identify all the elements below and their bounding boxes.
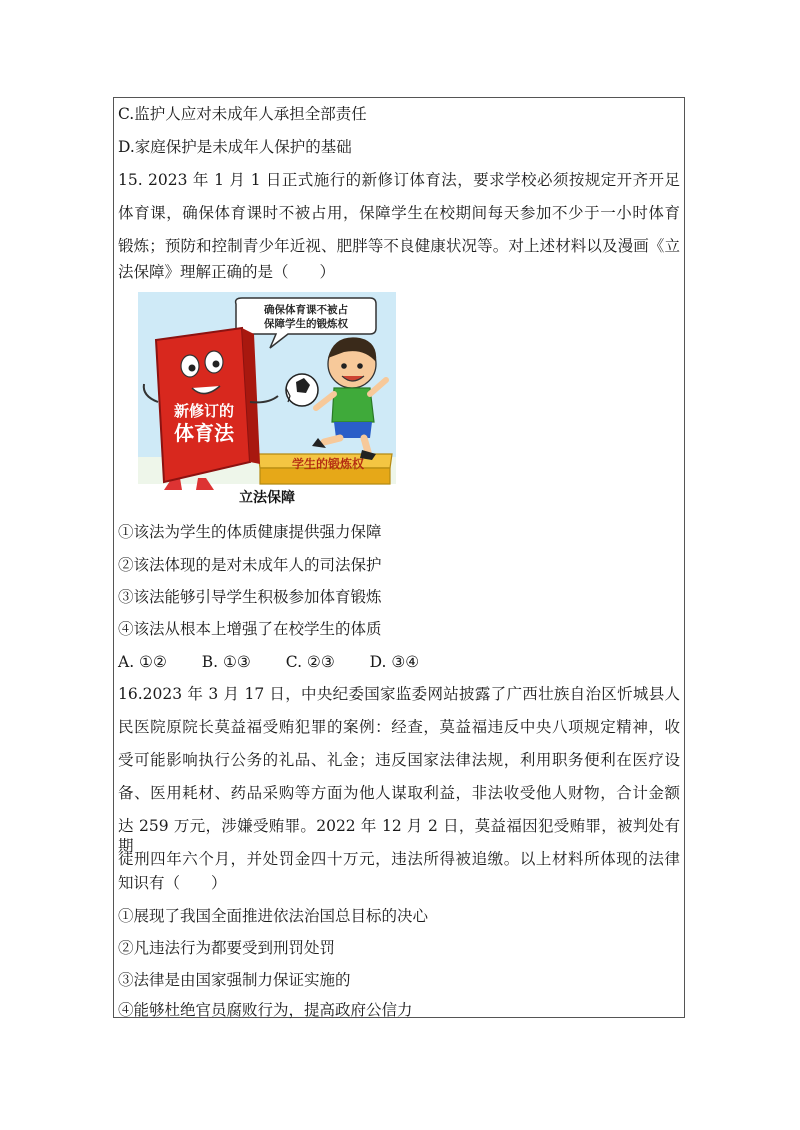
q16-line-7: 知识有（ ） <box>118 874 227 892</box>
speech-bubble-line-2: 保障学生的锻炼权 <box>264 318 348 330</box>
q15-statement-2: ②该法体现的是对未成年人的司法保护 <box>118 556 382 574</box>
book-label-line-1: 新修订的 <box>173 402 235 420</box>
q15-statement-1: ①该法为学生的体质健康提供强力保障 <box>118 523 382 541</box>
q16-line-4: 备、医用耗材、药品采购等方面为他人谋取利益，非法收受他人财物，合计金额 <box>118 784 680 802</box>
cartoon-legislative-protection <box>138 292 396 508</box>
q15-statement-3: ③该法能够引导学生积极参加体育锻炼 <box>118 588 382 606</box>
q15-line-4: 法保障》理解正确的是（ ） <box>118 263 336 281</box>
q15-option-a[interactable]: A. ①② <box>118 653 167 671</box>
q15-option-b[interactable]: B. ①③ <box>201 653 251 671</box>
q16-line-1: 16.2023 年 3 月 17 日，中央纪委国家监委网站披露了广西壮族自治区忻城县人 <box>118 685 680 703</box>
q15-options <box>118 652 449 672</box>
q15-line-3: 锻炼；预防和控制青少年近视、肥胖等不良健康状况等。对上述材料以及漫画《立 <box>118 237 680 255</box>
q15-line-2: 体育课，确保体育课时不被占用，保障学生在校期间每天参加不少于一小时体育 <box>118 204 680 222</box>
option-d-text: D.家庭保护是未成年人保护的基础 <box>118 138 352 156</box>
q16-line-5: 达 259 万元，涉嫌受贿罪。2022 年 12 月 2 日，莫益福因犯受贿罪，被判处有期 <box>118 817 680 855</box>
book-label-line-2: 体育法 <box>174 421 234 445</box>
cartoon-caption: 立法保障 <box>239 490 295 506</box>
option-c-text: C.监护人应对未成年人承担全部责任 <box>118 105 367 123</box>
platform-label: 学生的锻炼权 <box>291 457 365 471</box>
q16-statement-2: ②凡违法行为都要受到刑罚处罚 <box>118 939 336 957</box>
speech-bubble-line-1: 确保体育课不被占 <box>264 304 348 316</box>
q16-statement-1: ①展现了我国全面推进依法治国总目标的决心 <box>118 907 429 925</box>
q15-option-c[interactable]: C. ②③ <box>285 653 335 671</box>
q16-statement-3: ③法律是由国家强制力保证实施的 <box>118 971 351 989</box>
q16-line-2: 民医院原院长莫益福受贿犯罪的案例：经查，莫益福违反中央八项规定精神，收 <box>118 718 680 736</box>
q16-statement-4: ④能够杜绝官员腐败行为，提高政府公信力 <box>118 1001 413 1019</box>
q16-line-6: 徒刑四年六个月，并处罚金四十万元，违法所得被追缴。以上材料所体现的法律 <box>118 850 680 868</box>
q15-line-1: 15. 2023 年 1 月 1 日正式施行的新修订体育法，要求学校必须按规定开齐开足 <box>118 171 680 189</box>
q16-line-3: 受可能影响执行公务的礼品、礼金；违反国家法律法规，利用职务便利在医疗设 <box>118 751 680 769</box>
q15-statement-4: ④该法从根本上增强了在校学生的体质 <box>118 620 382 638</box>
q15-option-d[interactable]: D. ③④ <box>369 653 420 671</box>
